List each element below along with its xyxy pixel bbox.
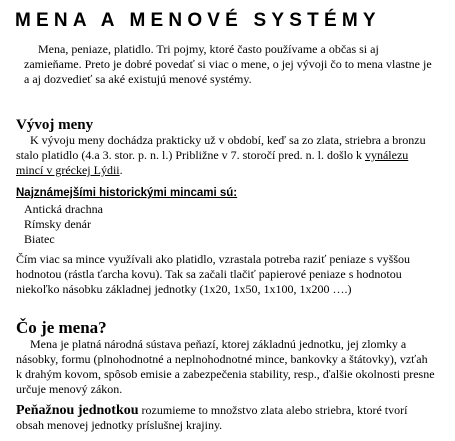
list-item: Biatec xyxy=(24,232,55,246)
vyvoj-paragraph xyxy=(16,133,436,178)
intro-paragraph: Mena, peniaze, platidlo. Tri pojmy, ktoré často používame a občas si aj zamieňame. Preto je dobré povedať si viac o mene, o jej vývoji čo to mena vlastne je a aj dozvedieť sa aké existujú menové systémy. xyxy=(24,42,432,86)
vyvoj-underlined-text: vynálezu mincí v gréckej Lýdii xyxy=(16,148,409,177)
term-penazna-jednotka: Peňažnou jednotkou xyxy=(16,403,139,418)
coins-heading: Najznámejšími historickými mincami sú: xyxy=(16,187,238,199)
section-heading-co-je-mena: Čo je mena? xyxy=(16,318,107,337)
list-item: Rímsky denár xyxy=(24,217,91,231)
term-definition: rozumieme to množstvo zlata alebo striebra, ktoré tvorí obsah menovej jednotky príslušnej krajiny. xyxy=(16,403,408,432)
vyvoj-text-end: . xyxy=(119,163,123,177)
page-title: MENA A MENOVÉ SYSTÉMY xyxy=(15,10,381,31)
section-heading-vyvoj-meny: Vývoj meny xyxy=(16,117,94,133)
mena-paragraph: Mena je platná národná sústava peňazí, ktorej základnú jednotku, jej zlomky a násobky, formu (plnohodnotné a neplnohodnotné mince, bankovky a štátovky), vzťah k drahým kovom, spôsob emisie a zabezpečenia stability, resp., ďalšie okolnosti presne určuje menový zákon. xyxy=(16,337,435,396)
mince-paragraph: Čím viac sa mince využívali ako platidlo, vzrastala potreba raziť peniaze s vyššou hodnotou (rástla ťarcha kovu). Tak sa začali tlačiť papierové peniaze s hodnotou niekoľko násobku základnej jednotky (1x20, 1x50, 1x100, 1x200 ….) xyxy=(16,252,410,296)
list-item: Antická drachna xyxy=(24,202,103,216)
penazna-jednotka-paragraph xyxy=(16,403,436,433)
vyvoj-text: K vývoju meny dochádza prakticky už v období, keď sa zo zlata, striebra a bronzu stalo platidlo (4.a 3. stor. p. n. l.) Približne v 7. storočí pred. n. l. došlo k xyxy=(16,133,426,162)
coins-list xyxy=(24,202,103,247)
